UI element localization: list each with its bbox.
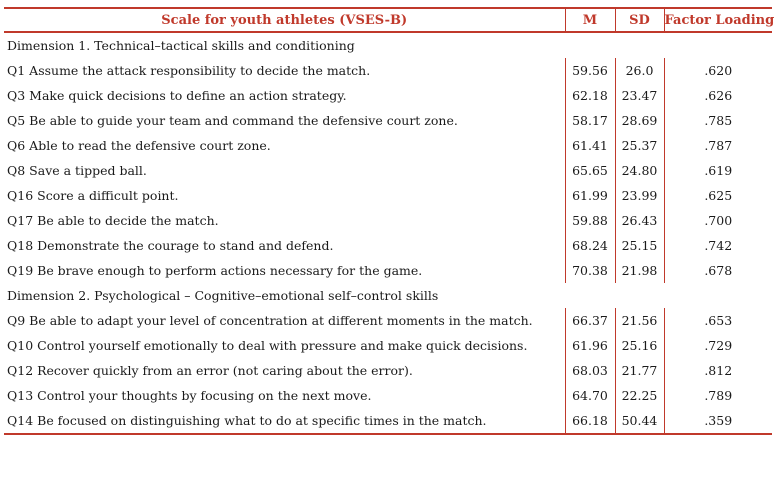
table-row [4,108,772,133]
mean-value: 61.99 [565,183,615,208]
sd-value: 25.16 [615,333,664,358]
vses-b-table [4,7,775,435]
sd-value: 22.25 [615,383,664,408]
loading-value: .653 [664,308,772,333]
table-row [4,258,772,283]
item-text: Q3 Make quick decisions to define an action strategy. [7,88,347,103]
header-sd: SD [615,8,664,32]
table-row [4,158,772,183]
item-text: Q19 Be brave enough to perform actions necessary for the game. [7,263,423,278]
mean-value: 61.41 [565,133,615,158]
loading-value: .729 [664,333,772,358]
mean-value: 59.56 [565,58,615,83]
mean-value: 68.24 [565,233,615,258]
header-scale: Scale for youth athletes (VSES-B) [4,8,565,32]
sd-value: 26.0 [615,58,664,83]
sd-value: 25.15 [615,233,664,258]
dimension-1-title: Dimension 1. Technical–tactical skills and conditioning [7,38,355,53]
item-text: Q18 Demonstrate the courage to stand and defend. [7,238,334,253]
loading-value: .619 [664,158,772,183]
mean-value: 66.37 [565,308,615,333]
item-text: Q6 Able to read the defensive court zone. [7,138,271,153]
dimension-row [4,32,772,58]
table-row [4,58,772,83]
loading-value: .785 [664,108,772,133]
item-text: Q17 Be able to decide the match. [7,213,219,228]
loading-value: .789 [664,383,772,408]
sd-value: 26.43 [615,208,664,233]
sd-value: 24.80 [615,158,664,183]
mean-value: 62.18 [565,83,615,108]
item-text: Q13 Control your thoughts by focusing on the next move. [7,388,372,403]
loading-value: .359 [664,408,772,434]
mean-value: 68.03 [565,358,615,383]
table-row [4,183,772,208]
table-row [4,233,772,258]
item-text: Q5 Be able to guide your team and command the defensive court zone. [7,113,458,128]
table-row [4,358,772,383]
table-row [4,133,772,158]
table-row [4,383,772,408]
mean-value: 58.17 [565,108,615,133]
header-row [4,8,772,32]
sd-value: 50.44 [615,408,664,434]
loading-value: .742 [664,233,772,258]
mean-value: 61.96 [565,333,615,358]
sd-value: 21.98 [615,258,664,283]
dimension-row [4,283,772,308]
table-row [4,408,772,434]
loading-value: .700 [664,208,772,233]
table-row [4,308,772,333]
item-text: Q10 Control yourself emotionally to deal with pressure and make quick decisions. [7,338,528,353]
mean-value: 64.70 [565,383,615,408]
loading-value: .626 [664,83,772,108]
table-row [4,83,772,108]
header-m: M [565,8,615,32]
table-row [4,208,772,233]
table-row [4,333,772,358]
item-text: Q1 Assume the attack responsibility to decide the match. [7,63,371,78]
dimension-2-title: Dimension 2. Psychological – Cognitive–emotional self–control skills [7,288,439,303]
mean-value: 59.88 [565,208,615,233]
header-factor-loading: Factor Loading [664,8,772,32]
item-text: Q14 Be focused on distinguishing what to do at specific times in the match. [4,408,565,434]
sd-value: 25.37 [615,133,664,158]
sd-value: 21.77 [615,358,664,383]
item-text: Q9 Be able to adapt your level of concentration at different moments in the match. [7,313,533,328]
mean-value: 66.18 [565,408,615,434]
loading-value: .620 [664,58,772,83]
mean-value: 70.38 [565,258,615,283]
sd-value: 28.69 [615,108,664,133]
loading-value: .787 [664,133,772,158]
item-text: Q8 Save a tipped ball. [7,163,147,178]
item-text: Q16 Score a difficult point. [7,188,179,203]
sd-value: 21.56 [615,308,664,333]
loading-value: .812 [664,358,772,383]
loading-value: .625 [664,183,772,208]
loading-value: .678 [664,258,772,283]
sd-value: 23.99 [615,183,664,208]
mean-value: 65.65 [565,158,615,183]
sd-value: 23.47 [615,83,664,108]
item-text: Q12 Recover quickly from an error (not caring about the error). [7,363,413,378]
